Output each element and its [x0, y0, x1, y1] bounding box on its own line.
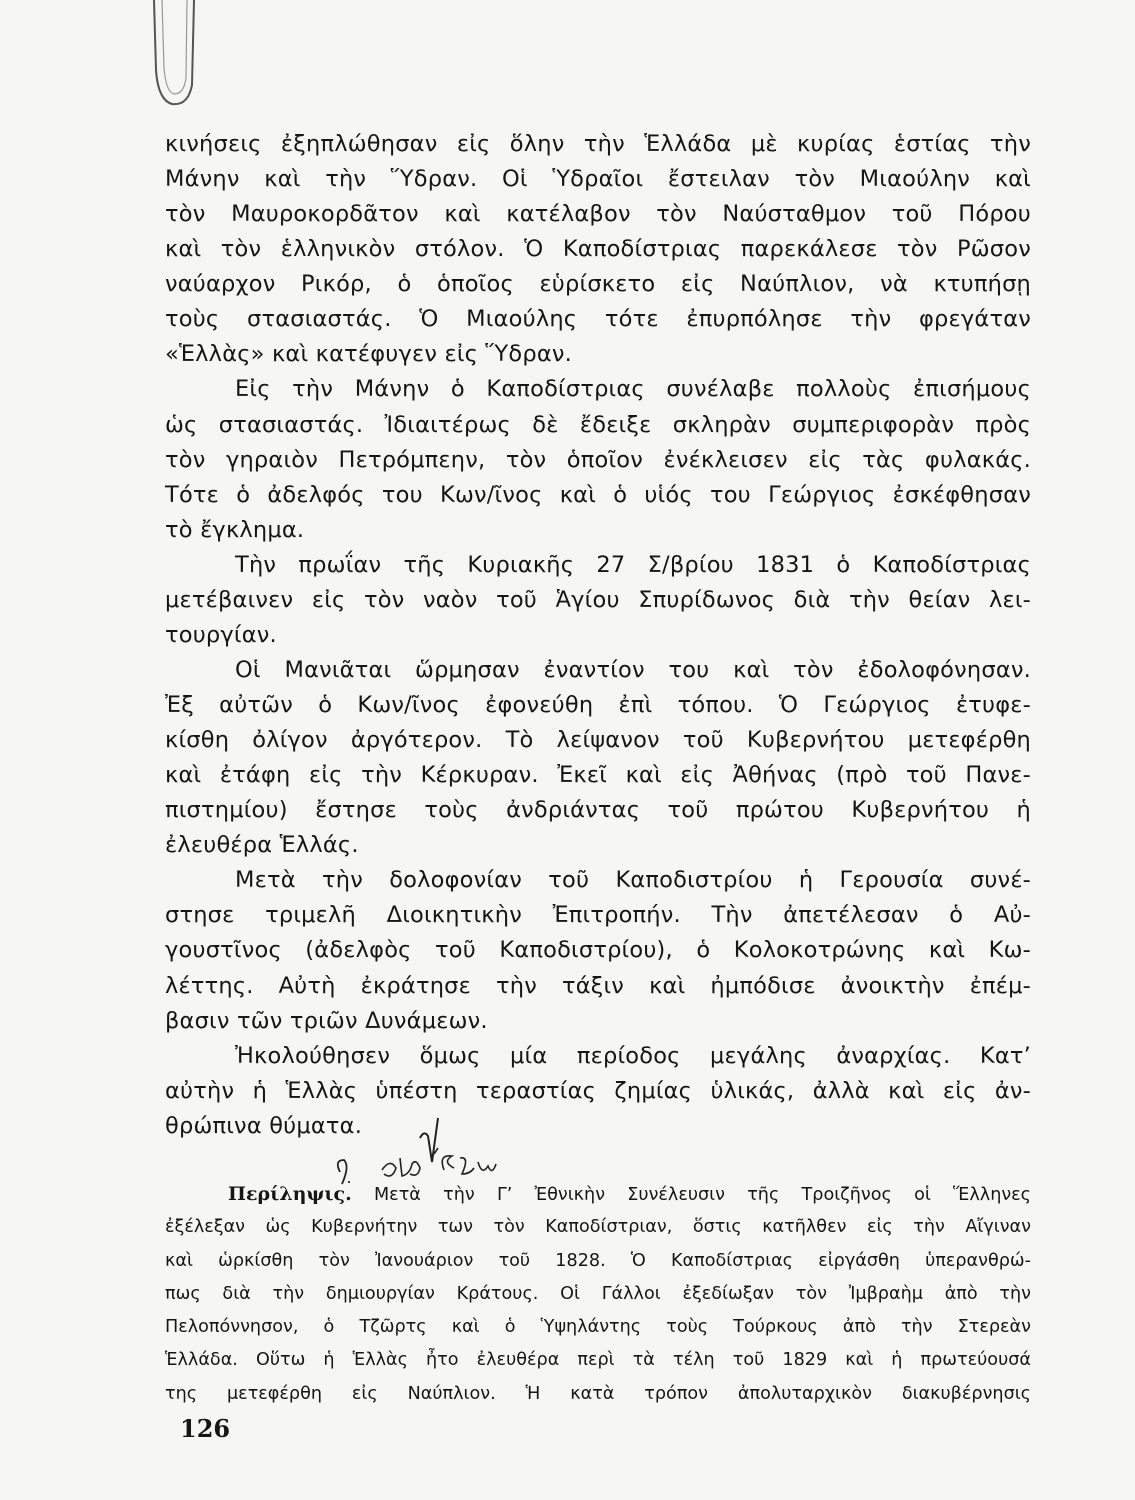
- text-line: πιστημίου) ἔστησε τοὺς ἀνδριάντας τοῦ πρώτου Κυβερνήτου ἡ: [165, 797, 1031, 824]
- paper-clip-mark: [140, 0, 210, 120]
- text-line: Τότε ὁ ἀδελφός του Κων/ῖνος καὶ ὁ υἱός του Γεώργιος ἐσκέφθησαν: [165, 481, 1031, 508]
- summary-heading: Περίληψις.: [228, 1183, 352, 1205]
- main-text: [165, 127, 1031, 1144]
- summary-line: [165, 1178, 1031, 1211]
- text-line: Τὴν πρωΐαν τῆς Κυριακῆς 27 Σ/βρίου 1831 ὁ Καποδίστριας: [235, 551, 1031, 578]
- text-line: αὐτὴν ἡ Ἑλλὰς ὑπέστη τεραστίας ζημίας ὑλικάς, ἀλλὰ καὶ εἰς ἀν-: [165, 1077, 1031, 1104]
- text-line: κινήσεις ἐξηπλώθησαν εἰς ὅλην τὴν Ἑλλάδα μὲ κυρίας ἑστίας τὴν: [165, 131, 1031, 157]
- text-line: λέττης. Αὐτὴ ἐκράτησε τὴν τάξιν καὶ ἠμπόδισε ἀνοικτὴν ἐπέμ-: [165, 972, 1031, 999]
- summary-line: καὶ ὡρκίσθη τὸν Ἰανουάριον τοῦ 1828. Ὁ Καποδίστριας εἰργάσθη ὑπερανθρώ-: [165, 1250, 1031, 1271]
- text-line: τοὺς στασιαστάς. Ὁ Μιαούλης τότε ἐπυρπόλησε τὴν φρεγάταν: [165, 306, 1031, 333]
- text-line: Μετὰ τὴν δολοφονίαν τοῦ Καποδιστρίου ἡ Γερουσία συνέ-: [235, 867, 1031, 894]
- paragraph: [165, 548, 1031, 653]
- text-line: Εἰς τὴν Μάνην ὁ Καποδίστριας συνέλαβε πολλοὺς ἐπισήμους: [235, 376, 1031, 403]
- text-line: θρώπινα θύματα.: [165, 1112, 363, 1139]
- text-line: «Ἑλλὰς» καὶ κατέφυγεν εἰς Ὕδραν.: [165, 341, 572, 368]
- text-line: ἐλευθέρα Ἑλλάς.: [165, 832, 359, 859]
- text-line: καὶ τὸν ἑλληνικὸν στόλον. Ὁ Καποδίστριας παρεκάλεσε τὸν Ρῶσον: [165, 236, 1031, 263]
- text-line: τουργίαν.: [165, 621, 277, 648]
- text-line: τὸν Μαυροκορδᾶτον καὶ κατέλαβον τὸν Ναύσταθμον τοῦ Πόρου: [165, 201, 1031, 228]
- text-line: μετέβαινεν εἰς τὸν ναὸν τοῦ Ἁγίου Σπυρίδωνος διὰ τὴν θείαν λει-: [165, 586, 1031, 613]
- text-line: τὸ ἔγκλημα.: [165, 516, 305, 543]
- text-line: γουστῖνος (ἀδελφὸς τοῦ Καποδιστρίου), ὁ Κολοκοτρώνης καὶ Κω-: [165, 937, 1031, 964]
- text-line: καὶ ἐτάφη εἰς τὴν Κέρκυραν. Ἐκεῖ καὶ εἰς Ἀθήνας (πρὸ τοῦ Πανε-: [165, 762, 1031, 789]
- text-line: Ἠκολούθησεν ὅμως μία περίοδος μεγάλης ἀναρχίας. Κατ’: [235, 1042, 1031, 1069]
- summary-line: Ἑλλάδα. Οὕτω ἡ Ἑλλὰς ἦτο ἐλευθέρα περὶ τὰ τέλη τοῦ 1829 καὶ ἡ πρωτεύουσά: [165, 1350, 1031, 1371]
- summary-line: ἐξέλεξαν ὡς Κυβερνήτην των τὸν Καποδίστριαν, ὅστις κατῆλθεν εἰς τὴν Αἴγιναν: [165, 1217, 1031, 1238]
- paragraph: [165, 372, 1031, 547]
- text-line: Ἐξ αὐτῶν ὁ Κων/ῖνος ἐφονεύθη ἐπὶ τόπου. Ὁ Γεώργιος ἐτυφε-: [165, 692, 1031, 718]
- text-line: τὸν γηραιὸν Πετρόμπεην, τὸν ὁποῖον ἐνέκλεισεν εἰς τὰς φυλακάς.: [165, 446, 1031, 473]
- summary-line: της μετεφέρθη εἰς Ναύπλιον. Ἡ κατὰ τρόπον ἀπολυταρχικὸν διακυβέρνησις: [165, 1383, 1031, 1404]
- paragraph: [165, 1039, 1031, 1144]
- text-line: βασιν τῶν τριῶν Δυνάμεων.: [165, 1007, 488, 1034]
- text-line: ναύαρχον Ρικόρ, ὁ ὁποῖος εὑρίσκετο εἰς Ναύπλιον, νὰ κτυπήσῃ: [165, 271, 1031, 298]
- paragraph: [165, 863, 1031, 1038]
- text-line: Οἱ Μανιᾶται ὥρμησαν ἐναντίον του καὶ τὸν ἐδολοφόνησαν.: [235, 656, 1031, 683]
- page-number: 126: [180, 1414, 231, 1443]
- paragraph: [165, 653, 1031, 863]
- summary-line: Πελοπόννησον, ὁ Τζῶρτς καὶ ὁ Ὑψηλάντης τοὺς Τούρκους ἀπὸ τὴν Στερεὰν: [165, 1317, 1031, 1338]
- summary-line: πως διὰ τὴν δημιουργίαν Κράτους. Οἱ Γάλλοι ἐξεδίωξαν τὸν Ἰμβραὴμ ἀπὸ τὴν: [165, 1283, 1031, 1304]
- summary-section: [165, 1178, 1031, 1411]
- text-line: στησε τριμελῆ Διοικητικὴν Ἐπιτροπήν. Τὴν ἀπετέλεσαν ὁ Αὐ-: [165, 902, 1031, 929]
- text-line: ὡς στασιαστάς. Ἰδιαιτέρως δὲ ἔδειξε σκληρὰν συμπεριφορὰν πρὸς: [165, 411, 1031, 438]
- summary-text: Μετὰ τὴν Γ’ Ἐθνικὴν Συνέλευσιν τῆς Τροιζῆνος οἱ Ἕλληνες: [374, 1185, 1032, 1205]
- text-line: κίσθη ὀλίγον ἀργότερον. Τὸ λείψανον τοῦ Κυβερνήτου μετεφέρθη: [165, 727, 1031, 754]
- text-line: Μάνην καὶ τὴν Ὕδραν. Οἱ Ὑδραῖοι ἔστειλαν τὸν Μιαούλην καὶ: [165, 166, 1031, 193]
- paragraph: [165, 127, 1031, 372]
